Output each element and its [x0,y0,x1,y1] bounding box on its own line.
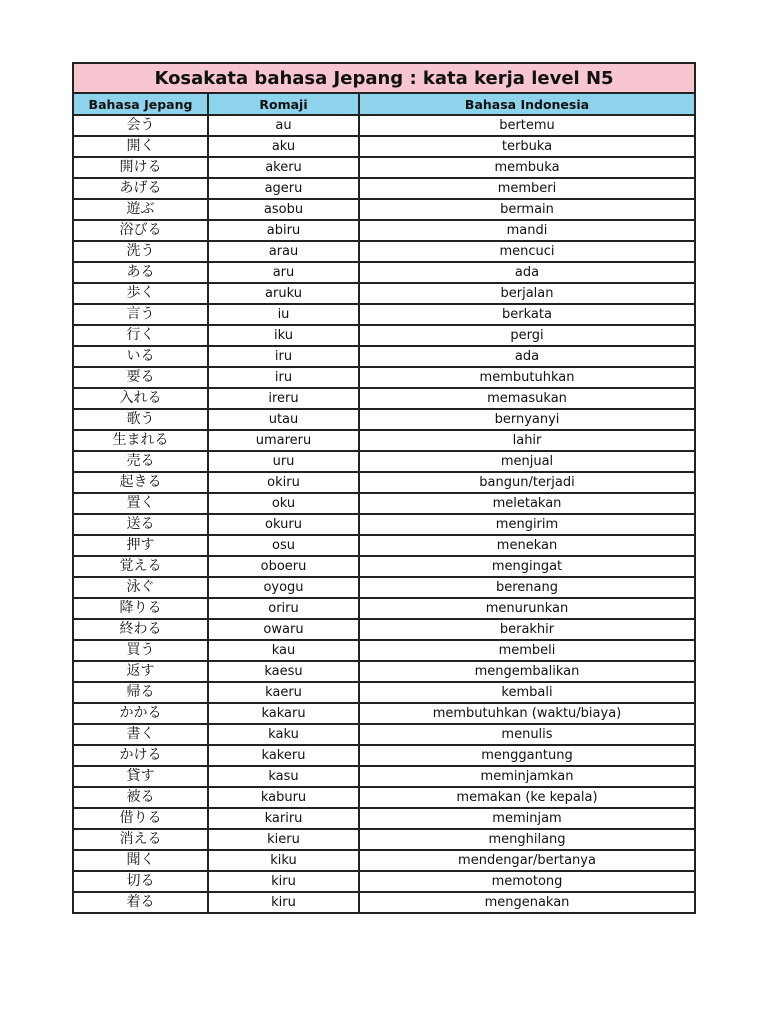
cell-romaji: iru [208,346,359,367]
cell-japanese: 泳ぐ [74,577,208,598]
cell-romaji: iu [208,304,359,325]
table-row [74,745,694,766]
table-row [74,115,694,136]
cell-romaji: kaesu [208,661,359,682]
table-row [74,367,694,388]
table-row [74,829,694,850]
cell-japanese: 被る [74,787,208,808]
cell-romaji: kau [208,640,359,661]
cell-indonesian: memasukan [359,388,694,409]
cell-romaji: abiru [208,220,359,241]
table-row [74,724,694,745]
table-row [74,535,694,556]
cell-romaji: iku [208,325,359,346]
cell-japanese: 要る [74,367,208,388]
cell-indonesian: memberi [359,178,694,199]
cell-japanese: 浴びる [74,220,208,241]
table-row [74,766,694,787]
cell-japanese: 行く [74,325,208,346]
cell-japanese: 歌う [74,409,208,430]
table-row [74,682,694,703]
cell-romaji: utau [208,409,359,430]
cell-romaji: kaburu [208,787,359,808]
cell-japanese: 返す [74,661,208,682]
cell-japanese: 置く [74,493,208,514]
cell-japanese: 借りる [74,808,208,829]
cell-japanese: ある [74,262,208,283]
table-row [74,703,694,724]
cell-japanese: 歩く [74,283,208,304]
cell-romaji: kaku [208,724,359,745]
table-row [74,199,694,220]
cell-indonesian: mengirim [359,514,694,535]
vocabulary-table [74,94,694,912]
cell-romaji: oyogu [208,577,359,598]
cell-japanese: 洗う [74,241,208,262]
cell-japanese: 帰る [74,682,208,703]
cell-indonesian: menggantung [359,745,694,766]
cell-indonesian: bermain [359,199,694,220]
table-row [74,577,694,598]
cell-japanese: あげる [74,178,208,199]
cell-romaji: kiku [208,850,359,871]
vocabulary-sheet [72,62,696,914]
cell-indonesian: kembali [359,682,694,703]
cell-indonesian: mandi [359,220,694,241]
table-row [74,787,694,808]
table-row [74,661,694,682]
cell-japanese: 降りる [74,598,208,619]
cell-indonesian: berenang [359,577,694,598]
cell-indonesian: memakan (ke kepala) [359,787,694,808]
cell-romaji: owaru [208,619,359,640]
cell-indonesian: membuka [359,157,694,178]
table-row [74,640,694,661]
table-row [74,430,694,451]
cell-indonesian: meletakan [359,493,694,514]
cell-japanese: 起きる [74,472,208,493]
table-row [74,241,694,262]
cell-japanese: 押す [74,535,208,556]
table-row [74,178,694,199]
cell-romaji: okuru [208,514,359,535]
cell-indonesian: mencuci [359,241,694,262]
cell-indonesian: terbuka [359,136,694,157]
cell-japanese: 貸す [74,766,208,787]
cell-japanese: 買う [74,640,208,661]
cell-romaji: au [208,115,359,136]
cell-romaji: aruku [208,283,359,304]
table-row [74,409,694,430]
cell-romaji: oku [208,493,359,514]
cell-indonesian: bertemu [359,115,694,136]
cell-indonesian: memotong [359,871,694,892]
cell-japanese: 開く [74,136,208,157]
cell-romaji: kasu [208,766,359,787]
cell-japanese: かける [74,745,208,766]
table-row [74,493,694,514]
cell-romaji: ageru [208,178,359,199]
cell-romaji: oriru [208,598,359,619]
table-row [74,388,694,409]
cell-indonesian: berjalan [359,283,694,304]
cell-romaji: ireru [208,388,359,409]
cell-indonesian: pergi [359,325,694,346]
cell-indonesian: mengembalikan [359,661,694,682]
cell-indonesian: meminjam [359,808,694,829]
column-header-romaji: Romaji [208,94,359,115]
table-row [74,304,694,325]
cell-romaji: kiru [208,892,359,912]
cell-indonesian: berkata [359,304,694,325]
cell-romaji: kakeru [208,745,359,766]
cell-indonesian: ada [359,262,694,283]
table-row [74,808,694,829]
cell-indonesian: berakhir [359,619,694,640]
cell-japanese: 切る [74,871,208,892]
cell-japanese: 言う [74,304,208,325]
column-header-japanese: Bahasa Jepang [74,94,208,115]
cell-japanese: 遊ぶ [74,199,208,220]
table-row [74,262,694,283]
cell-japanese: 着る [74,892,208,912]
cell-indonesian: mendengar/bertanya [359,850,694,871]
cell-japanese: 生まれる [74,430,208,451]
table-row [74,556,694,577]
table-row [74,619,694,640]
cell-romaji: aku [208,136,359,157]
cell-japanese: 消える [74,829,208,850]
column-header-indonesian: Bahasa Indonesia [359,94,694,115]
table-row [74,451,694,472]
cell-romaji: arau [208,241,359,262]
cell-japanese: 開ける [74,157,208,178]
cell-indonesian: membeli [359,640,694,661]
cell-japanese: 覚える [74,556,208,577]
cell-japanese: かかる [74,703,208,724]
cell-romaji: asobu [208,199,359,220]
cell-indonesian: mengingat [359,556,694,577]
table-header-row [74,94,694,115]
cell-indonesian: bernyanyi [359,409,694,430]
cell-indonesian: ada [359,346,694,367]
cell-indonesian: menekan [359,535,694,556]
table-row [74,514,694,535]
cell-japanese: 会う [74,115,208,136]
cell-indonesian: membutuhkan (waktu/biaya) [359,703,694,724]
cell-romaji: aru [208,262,359,283]
table-row [74,283,694,304]
cell-romaji: iru [208,367,359,388]
cell-romaji: okiru [208,472,359,493]
cell-romaji: kiru [208,871,359,892]
cell-romaji: uru [208,451,359,472]
cell-japanese: いる [74,346,208,367]
cell-japanese: 送る [74,514,208,535]
table-row [74,598,694,619]
cell-romaji: oboeru [208,556,359,577]
cell-romaji: osu [208,535,359,556]
cell-romaji: kieru [208,829,359,850]
table-row [74,472,694,493]
cell-romaji: akeru [208,157,359,178]
cell-indonesian: mengenakan [359,892,694,912]
table-row [74,871,694,892]
cell-indonesian: membutuhkan [359,367,694,388]
table-row [74,220,694,241]
cell-indonesian: menjual [359,451,694,472]
cell-indonesian: bangun/terjadi [359,472,694,493]
cell-indonesian: menulis [359,724,694,745]
cell-japanese: 終わる [74,619,208,640]
table-row [74,157,694,178]
table-row [74,136,694,157]
cell-indonesian: lahir [359,430,694,451]
cell-japanese: 入れる [74,388,208,409]
cell-romaji: kariru [208,808,359,829]
cell-indonesian: menurunkan [359,598,694,619]
cell-romaji: kaeru [208,682,359,703]
table-row [74,850,694,871]
table-row [74,346,694,367]
cell-indonesian: meminjamkan [359,766,694,787]
cell-japanese: 聞く [74,850,208,871]
page-title: Kosakata bahasa Jepang : kata kerja level N5 [74,64,694,94]
cell-japanese: 売る [74,451,208,472]
cell-indonesian: menghilang [359,829,694,850]
cell-romaji: umareru [208,430,359,451]
table-row [74,325,694,346]
cell-japanese: 書く [74,724,208,745]
cell-romaji: kakaru [208,703,359,724]
table-row [74,892,694,912]
